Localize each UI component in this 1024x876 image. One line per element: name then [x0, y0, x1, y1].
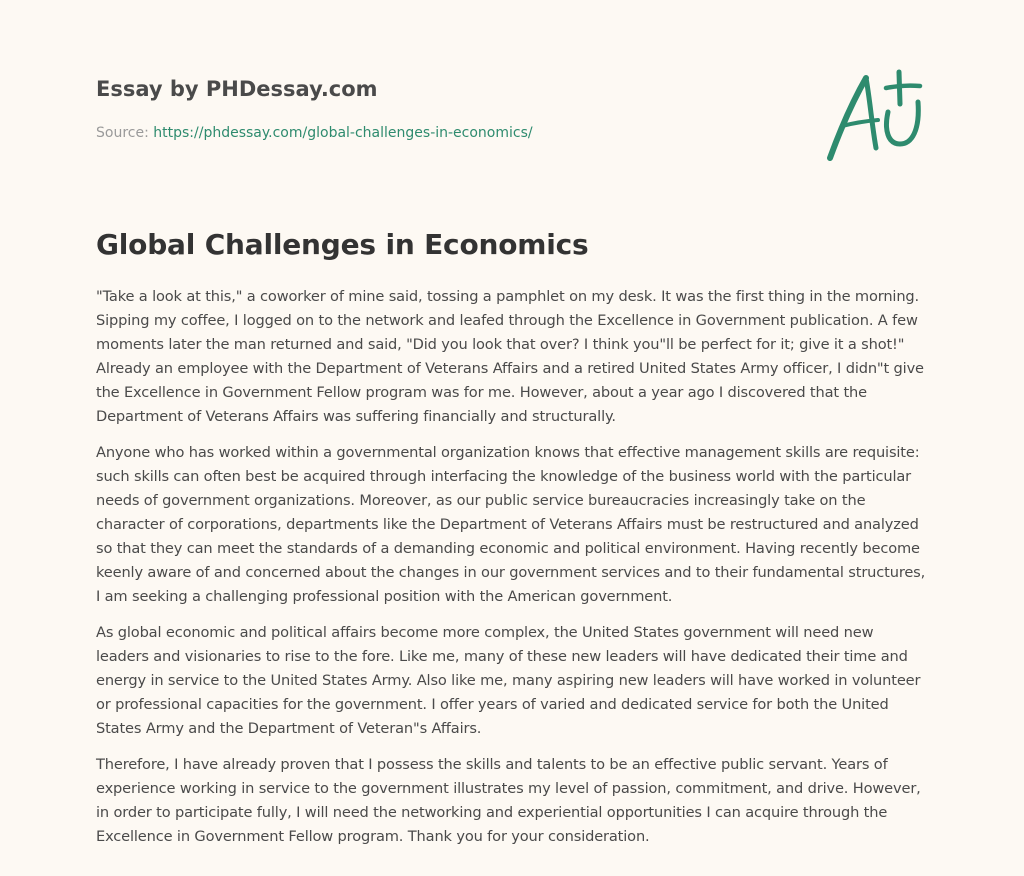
essay-body: [96, 285, 930, 861]
source-link[interactable]: https://phdessay.com/global-challenges-in-economics/: [153, 125, 533, 141]
essay-paragraph: As global economic and political affairs become more complex, the United States government will need new leaders and visionaries to rise to the fore. Like me, many of these new leaders will have dedicated their time and energy in service to the United States Army. Also like me, many aspiring new leaders will have worked in volunteer or professional capacities for the government. I offer years of varied and dedicated service for both the United States Army and the Department of Veteran"s Affairs.: [96, 624, 921, 737]
essay-paragraph: Therefore, I have already proven that I possess the skills and talents to be an effective public servant. Years of experience working in service to the government illustrates my level of passion, commitment, and drive. However, in order to participate fully, I will need the networking and experiential opportunities I can acquire through the Excellence in Government Fellow program. Thank you for your consideration.: [96, 756, 921, 845]
source-label: Source:: [96, 125, 154, 141]
essay-title: Global Challenges in Economics: [96, 228, 589, 261]
essay-header: [96, 74, 796, 143]
essay-paragraph: "Take a look at this," a coworker of mine said, tossing a pamphlet on my desk. It was the first thing in the morning. Sipping my coffee, I logged on to the network and leafed through the Excellence in Government publication. A few moments later the man returned and said, "Did you look that over? I think you"ll be perfect for it; give it a shot!" Already an employee with the Department of Veterans Affairs and a retired United States Army officer, I didn"t give the Excellence in Government Fellow program was for me. However, about a year ago I discovered that the Department of Veterans Affairs was suffering financially and structurally.: [96, 288, 924, 425]
a-plus-logo-icon: [820, 66, 930, 166]
source-line: [96, 123, 796, 143]
essay-paragraph: Anyone who has worked within a governmental organization knows that effective management skills are requisite: such skills can often best be acquired through interfacing the knowledge of the business world with the particular needs of government organizations. Moreover, as our public service bureaucracies increasingly take on the character of corporations, departments like the Department of Veterans Affairs must be restructured and analyzed so that they can meet the standards of a demanding economic and political environment. Having recently become keenly aware of and concerned about the changes in our government services and to their fundamental structures, I am seeking a challenging professional position with the American government.: [96, 444, 926, 605]
brand-title: Essay by PHDessay.com: [96, 77, 378, 101]
